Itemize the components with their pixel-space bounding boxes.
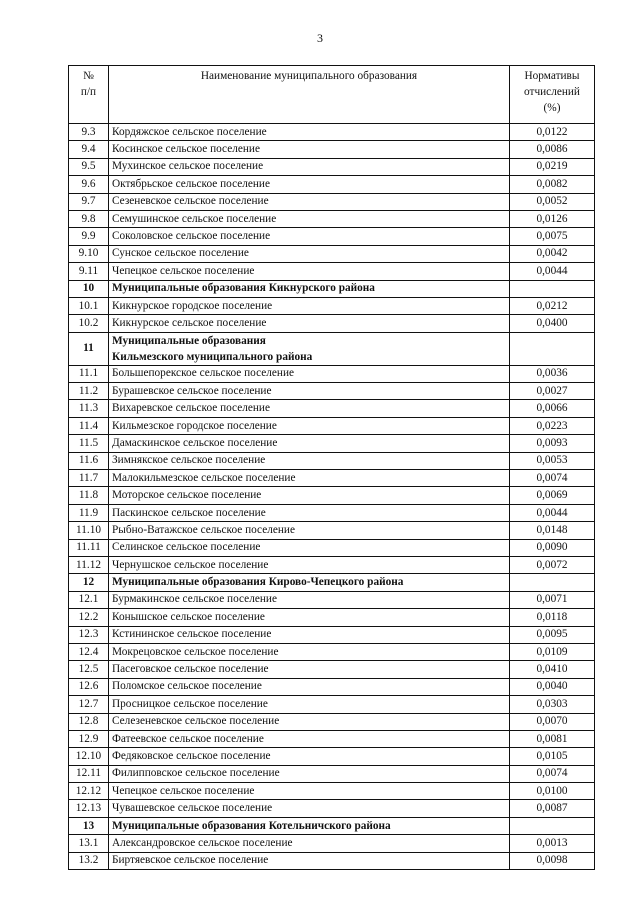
section-title-line2: Кильмезского муниципального района [112, 350, 313, 363]
section-title-line1: Муниципальные образования [112, 334, 266, 347]
table-row [69, 609, 595, 626]
municipality-name: Вихаревское сельское поселение [109, 400, 510, 417]
section-title: Муниципальные образования Кирово-Чепецкого района [109, 574, 510, 591]
table-row [69, 452, 595, 469]
table-row [69, 193, 595, 210]
row-number: 13.1 [69, 835, 109, 852]
row-number: 12.5 [69, 661, 109, 678]
municipality-name: Чепецкое сельское поселение [109, 263, 510, 280]
deduction-norm-value: 0,0109 [510, 643, 595, 660]
section-row [69, 332, 595, 365]
header-name-text: Наименование муниципального образования [200, 70, 418, 82]
header-name [109, 66, 510, 124]
row-number: 9.10 [69, 245, 109, 262]
municipality-name: Чернушское сельское поселение [109, 556, 510, 573]
row-number: 12.8 [69, 713, 109, 730]
row-number: 11.4 [69, 417, 109, 434]
deduction-norm-value: 0,0410 [510, 661, 595, 678]
municipality-name: Рыбно-Ватажское сельское поселение [109, 522, 510, 539]
table-row [69, 383, 595, 400]
deduction-norm-value: 0,0069 [510, 487, 595, 504]
deduction-norm-value [510, 574, 595, 591]
municipality-name: Александровское сельское поселение [109, 835, 510, 852]
deduction-norm-value: 0,0090 [510, 539, 595, 556]
table-row [69, 504, 595, 521]
municipality-name: Моторское сельское поселение [109, 487, 510, 504]
table-row [69, 730, 595, 747]
deduction-norm-value: 0,0075 [510, 228, 595, 245]
row-number: 11.10 [69, 522, 109, 539]
deduction-norm-value [510, 817, 595, 834]
row-number: 13.2 [69, 852, 109, 869]
table-row [69, 696, 595, 713]
deduction-norm-value: 0,0071 [510, 591, 595, 608]
deduction-norm-value: 0,0100 [510, 783, 595, 800]
header-value-line1: Нормативы [524, 70, 580, 82]
row-number: 11.2 [69, 383, 109, 400]
table-row [69, 158, 595, 175]
deduction-norm-value: 0,0082 [510, 176, 595, 193]
municipality-name: Просницкое сельское поселение [109, 696, 510, 713]
municipality-name: Мухинское сельское поселение [109, 158, 510, 175]
row-number: 9.6 [69, 176, 109, 193]
deduction-norm-value: 0,0040 [510, 678, 595, 695]
row-number: 12.11 [69, 765, 109, 782]
deduction-norm-value: 0,0074 [510, 765, 595, 782]
row-number: 12.13 [69, 800, 109, 817]
deduction-norm-value: 0,0044 [510, 263, 595, 280]
deduction-norm-value: 0,0148 [510, 522, 595, 539]
table-row [69, 765, 595, 782]
header-number [69, 66, 109, 124]
row-number: 12.7 [69, 696, 109, 713]
deduction-norm-value: 0,0105 [510, 748, 595, 765]
row-number: 9.11 [69, 263, 109, 280]
municipality-name: Семушинское сельское поселение [109, 210, 510, 227]
row-number: 11.12 [69, 556, 109, 573]
municipality-name: Малокильмезское сельское поселение [109, 470, 510, 487]
row-number: 11.3 [69, 400, 109, 417]
deduction-norm-value: 0,0098 [510, 852, 595, 869]
table-row [69, 435, 595, 452]
row-number: 12.10 [69, 748, 109, 765]
municipality-name: Поломское сельское поселение [109, 678, 510, 695]
municipality-name: Мокрецовское сельское поселение [109, 643, 510, 660]
header-number-line2: п/п [80, 86, 97, 98]
deduction-norm-value: 0,0122 [510, 124, 595, 141]
deduction-norm-value: 0,0052 [510, 193, 595, 210]
row-number: 9.4 [69, 141, 109, 158]
row-number: 11 [69, 332, 109, 365]
row-number: 9.8 [69, 210, 109, 227]
section-row [69, 817, 595, 834]
deduction-norm-value: 0,0036 [510, 365, 595, 382]
municipality-name: Кордяжское сельское поселение [109, 124, 510, 141]
table-row [69, 852, 595, 869]
table-row [69, 141, 595, 158]
municipality-name: Пасеговское сельское поселение [109, 661, 510, 678]
deduction-norm-value: 0,0118 [510, 609, 595, 626]
row-number: 12.12 [69, 783, 109, 800]
table-row [69, 176, 595, 193]
row-number: 9.3 [69, 124, 109, 141]
deduction-norm-value: 0,0027 [510, 383, 595, 400]
row-number: 9.7 [69, 193, 109, 210]
row-number: 11.11 [69, 539, 109, 556]
section-title: Муниципальные образования Кикнурского района [109, 280, 510, 297]
deduction-norm-value: 0,0087 [510, 800, 595, 817]
municipality-name: Косинское сельское поселение [109, 141, 510, 158]
municipality-name: Кильмезское городское поселение [109, 417, 510, 434]
table-body [69, 124, 595, 870]
table-row [69, 470, 595, 487]
table-row [69, 522, 595, 539]
municipality-name: Федяковское сельское поселение [109, 748, 510, 765]
municipality-name: Бурашевское сельское поселение [109, 383, 510, 400]
municipality-name: Чепецкое сельское поселение [109, 783, 510, 800]
deduction-norm-value: 0,0219 [510, 158, 595, 175]
row-number: 11.9 [69, 504, 109, 521]
municipality-name: Дамаскинское сельское поселение [109, 435, 510, 452]
municipality-name: Сезеневское сельское поселение [109, 193, 510, 210]
municipality-name: Селинское сельское поселение [109, 539, 510, 556]
deduction-norm-value [510, 280, 595, 297]
deduction-norm-value: 0,0086 [510, 141, 595, 158]
row-number: 10 [69, 280, 109, 297]
deduction-norm-value: 0,0095 [510, 626, 595, 643]
header-value-line2: отчислений [524, 86, 580, 98]
table-row [69, 210, 595, 227]
municipality-name: Соколовское сельское поселение [109, 228, 510, 245]
deduction-norm-value: 0,0042 [510, 245, 595, 262]
table-row [69, 713, 595, 730]
municipality-name: Конышское сельское поселение [109, 609, 510, 626]
row-number: 11.1 [69, 365, 109, 382]
table-row [69, 315, 595, 332]
section-title: Муниципальные образования Котельничского района [109, 817, 510, 834]
deduction-norm-value: 0,0093 [510, 435, 595, 452]
table-header-row [69, 66, 595, 124]
municipality-name: Сунское сельское поселение [109, 245, 510, 262]
table-row [69, 835, 595, 852]
municipality-name: Кстининское сельское поселение [109, 626, 510, 643]
table-row [69, 800, 595, 817]
municipality-name: Бурмакинское сельское поселение [109, 591, 510, 608]
deduction-norm-value: 0,0053 [510, 452, 595, 469]
table-row [69, 400, 595, 417]
table-row [69, 556, 595, 573]
header-number-line1: № [83, 70, 94, 82]
table-row [69, 678, 595, 695]
table-row [69, 591, 595, 608]
municipality-name: Селезеневское сельское поселение [109, 713, 510, 730]
table-row [69, 487, 595, 504]
table-row [69, 661, 595, 678]
table-row [69, 643, 595, 660]
table-row [69, 263, 595, 280]
table-row [69, 124, 595, 141]
municipality-name: Октябрьское сельское поселение [109, 176, 510, 193]
row-number: 12.3 [69, 626, 109, 643]
deduction-norm-value: 0,0400 [510, 315, 595, 332]
row-number: 9.5 [69, 158, 109, 175]
row-number: 11.7 [69, 470, 109, 487]
table-row [69, 365, 595, 382]
table-row [69, 245, 595, 262]
deduction-norm-value: 0,0066 [510, 400, 595, 417]
header-value-line3: (%) [543, 102, 561, 114]
row-number: 11.6 [69, 452, 109, 469]
municipality-name: Зимнякское сельское поселение [109, 452, 510, 469]
municipality-name: Филипповское сельское поселение [109, 765, 510, 782]
deduction-norm-value: 0,0223 [510, 417, 595, 434]
municipality-name: Кикнурское сельское поселение [109, 315, 510, 332]
table-row [69, 417, 595, 434]
row-number: 13 [69, 817, 109, 834]
table-row [69, 228, 595, 245]
table-row [69, 626, 595, 643]
row-number: 12 [69, 574, 109, 591]
table-row [69, 748, 595, 765]
municipality-name: Фатеевское сельское поселение [109, 730, 510, 747]
municipality-name: Большепорекское сельское поселение [109, 365, 510, 382]
row-number: 12.1 [69, 591, 109, 608]
table-row [69, 539, 595, 556]
row-number: 12.6 [69, 678, 109, 695]
section-row [69, 280, 595, 297]
municipality-name: Биртяевское сельское поселение [109, 852, 510, 869]
deduction-norm-value: 0,0126 [510, 210, 595, 227]
deduction-norm-value: 0,0074 [510, 470, 595, 487]
municipality-name: Паскинское сельское поселение [109, 504, 510, 521]
municipality-name: Чувашевское сельское поселение [109, 800, 510, 817]
norms-table [68, 65, 595, 870]
table-row [69, 297, 595, 314]
page-number: 3 [317, 31, 323, 45]
section-row [69, 574, 595, 591]
row-number: 12.2 [69, 609, 109, 626]
deduction-norm-value: 0,0303 [510, 696, 595, 713]
row-number: 9.9 [69, 228, 109, 245]
row-number: 10.1 [69, 297, 109, 314]
deduction-norm-value: 0,0070 [510, 713, 595, 730]
deduction-norm-value [510, 332, 595, 365]
municipality-name: Кикнурское городское поселение [109, 297, 510, 314]
row-number: 12.4 [69, 643, 109, 660]
row-number: 11.8 [69, 487, 109, 504]
deduction-norm-value: 0,0081 [510, 730, 595, 747]
header-value [510, 66, 595, 124]
deduction-norm-value: 0,0013 [510, 835, 595, 852]
deduction-norm-value: 0,0044 [510, 504, 595, 521]
table-row [69, 783, 595, 800]
row-number: 10.2 [69, 315, 109, 332]
deduction-norm-value: 0,0072 [510, 556, 595, 573]
deduction-norm-value: 0,0212 [510, 297, 595, 314]
row-number: 12.9 [69, 730, 109, 747]
row-number: 11.5 [69, 435, 109, 452]
section-title [109, 332, 510, 365]
